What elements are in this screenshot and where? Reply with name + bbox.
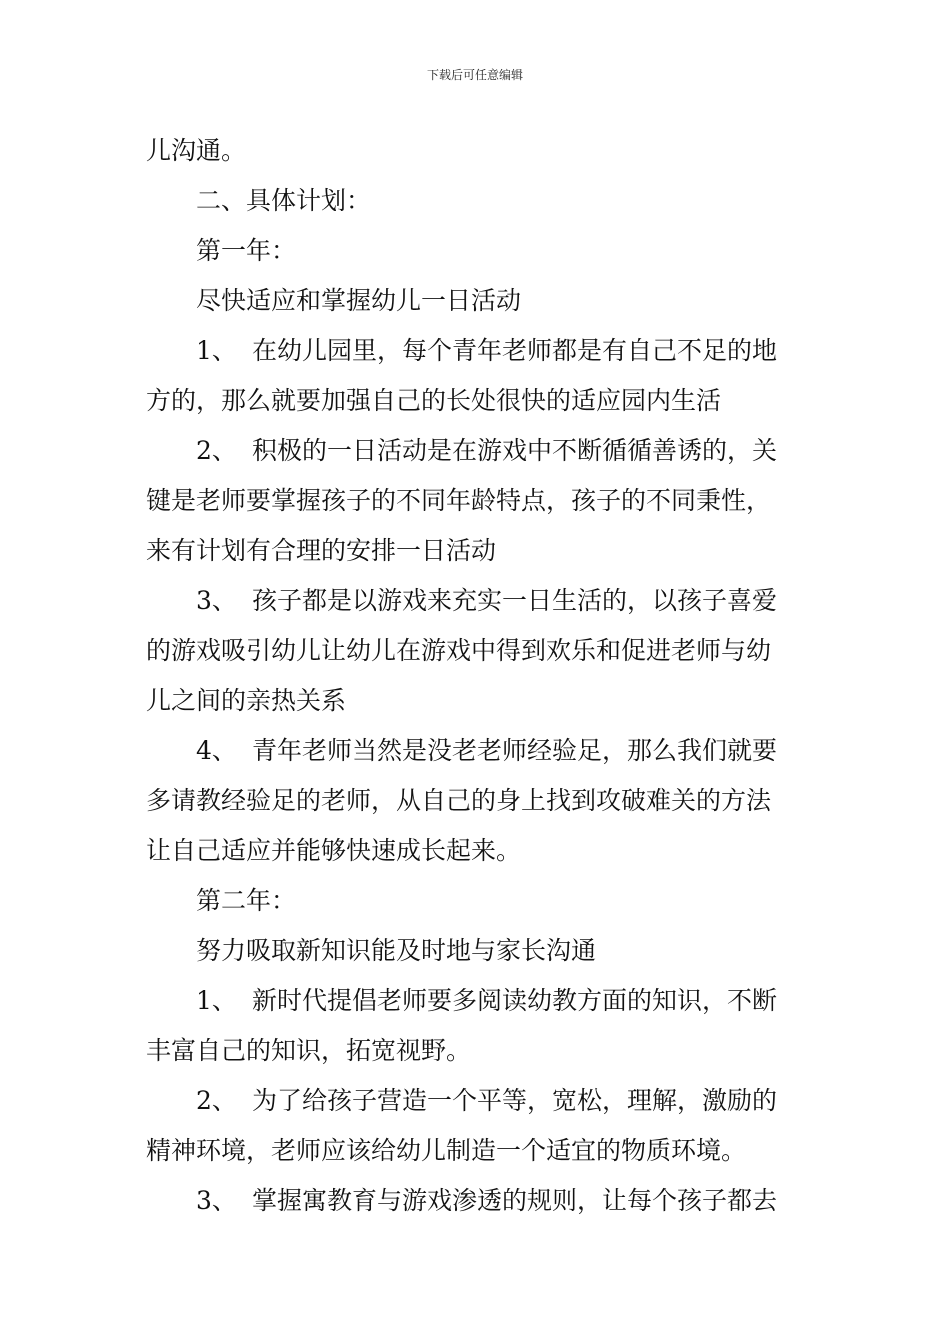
page-header: 下载后可任意编辑 — [426, 68, 523, 82]
item-number: 4、 — [196, 736, 237, 765]
year-heading: 第二年： — [196, 886, 297, 915]
text-line: 多请教经验足的老师，从自己的身上找到攻破难关的方法 — [146, 786, 772, 815]
item-number: 1、 — [196, 336, 237, 365]
text-line: 儿之间的亲热关系 — [146, 686, 347, 715]
list-item-line: 3、 掌握寓教育与游戏渗透的规则，让每个孩子都去 — [196, 1186, 778, 1215]
text-line: 方的，那么就要加强自己的长处很快的适应园内生活 — [146, 386, 722, 415]
list-item-line: 2、 为了给孩子营造一个平等，宽松，理解，激励的 — [196, 1086, 778, 1115]
item-number: 1、 — [196, 986, 237, 1015]
item-number: 2、 — [196, 1086, 237, 1115]
text-line: 精神环境，老师应该给幼儿制造一个适宜的物质环境。 — [146, 1136, 747, 1165]
text-line: 丰富自己的知识，拓宽视野。 — [146, 1036, 472, 1065]
text-line: 让自己适应并能够快速成长起来。 — [146, 836, 522, 865]
year-goal: 尽快适应和掌握幼儿一日活动 — [196, 286, 522, 315]
text-line: 的游戏吸引幼儿让幼儿在游戏中得到欢乐和促进老师与幼 — [146, 636, 772, 665]
text-line: 来有计划有合理的安排一日活动 — [146, 536, 497, 565]
text-line: 儿沟通。 — [146, 136, 247, 165]
list-item-line: 3、 孩子都是以游戏来充实一日生活的，以孩子喜爱 — [196, 586, 778, 615]
list-item-line: 2、 积极的一日活动是在游戏中不断循循善诱的，关 — [196, 436, 778, 465]
list-item-line: 1、 新时代提倡老师要多阅读幼教方面的知识，不断 — [196, 986, 778, 1015]
section-heading: 二、具体计划： — [196, 186, 372, 215]
year-goal: 努力吸取新知识能及时地与家长沟通 — [196, 936, 597, 965]
list-item-line: 4、 青年老师当然是没老老师经验足，那么我们就要 — [196, 736, 778, 765]
list-item-line: 1、 在幼儿园里，每个青年老师都是有自己不足的地 — [196, 336, 778, 365]
text-line: 键是老师要掌握孩子的不同年龄特点，孩子的不同秉性， — [146, 486, 772, 515]
item-number: 2、 — [196, 436, 237, 465]
item-number: 3、 — [196, 586, 237, 615]
item-number: 3、 — [196, 1186, 237, 1215]
year-heading: 第一年： — [196, 236, 297, 265]
